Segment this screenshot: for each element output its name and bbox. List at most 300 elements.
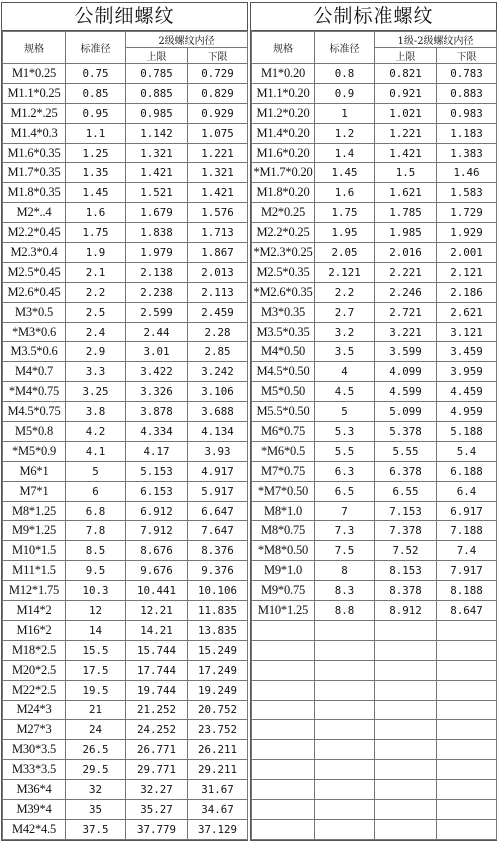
upper-limit-cell: 17.744 <box>126 660 188 680</box>
upper-limit-cell: 35.27 <box>126 799 188 819</box>
nominal-cell: 0.8 <box>315 64 375 84</box>
upper-limit-cell: 0.785 <box>126 64 188 84</box>
spec-cell: M14*2 <box>3 601 66 621</box>
table-row <box>252 282 497 302</box>
spec-cell: M6*1 <box>3 461 66 481</box>
lower-limit-cell: 6.4 <box>437 481 497 501</box>
table-row <box>3 601 248 621</box>
upper-limit-cell: 0.985 <box>126 103 188 123</box>
nominal-cell: 26.5 <box>66 740 126 760</box>
table-row <box>252 521 497 541</box>
table-row <box>252 640 497 660</box>
upper-limit-cell <box>375 780 437 800</box>
upper-limit-cell: 1.421 <box>375 143 437 163</box>
nominal-cell: 6.3 <box>315 461 375 481</box>
spec-cell: *M2.3*0.25 <box>252 243 315 263</box>
upper-limit-cell: 2.138 <box>126 262 188 282</box>
lower-limit-cell <box>437 640 497 660</box>
spec-cell: M27*3 <box>3 720 66 740</box>
spec-cell: M1.6*0.20 <box>252 143 315 163</box>
upper-limit-cell: 5.378 <box>375 422 437 442</box>
nominal-cell: 5 <box>315 402 375 422</box>
nominal-cell: 8.3 <box>315 581 375 601</box>
nominal-cell: 5.3 <box>315 422 375 442</box>
nominal-cell: 2.9 <box>66 342 126 362</box>
lower-limit-cell <box>437 620 497 640</box>
spec-cell: *M2.6*0.35 <box>252 282 315 302</box>
nominal-cell: 1.75 <box>66 223 126 243</box>
lower-limit-cell: 2.459 <box>188 302 248 322</box>
table-row <box>3 203 248 223</box>
table-row <box>3 780 248 800</box>
spec-cell: *M4*0.75 <box>3 382 66 402</box>
upper-limit-cell <box>375 819 437 839</box>
lower-limit-cell: 2.001 <box>437 243 497 263</box>
nominal-cell: 4 <box>315 362 375 382</box>
nominal-cell: 1.1 <box>66 123 126 143</box>
lower-limit-cell <box>437 720 497 740</box>
lower-limit-cell: 6.647 <box>188 501 248 521</box>
spec-cell <box>252 799 315 819</box>
lower-limit-cell: 0.983 <box>437 103 497 123</box>
upper-limit-cell: 29.771 <box>126 760 188 780</box>
spec-cell: M4*0.50 <box>252 342 315 362</box>
table-row <box>252 322 497 342</box>
nominal-cell: 3.3 <box>66 362 126 382</box>
lower-limit-cell: 31.67 <box>188 780 248 800</box>
nominal-cell <box>315 680 375 700</box>
spec-cell: M9*1.25 <box>3 521 66 541</box>
nominal-cell <box>315 620 375 640</box>
nominal-cell: 2.2 <box>315 282 375 302</box>
lower-limit-cell: 4.917 <box>188 461 248 481</box>
spec-cell: M1.1*0.25 <box>3 83 66 103</box>
upper-limit-cell: 1.421 <box>126 163 188 183</box>
upper-limit-header: 上限 <box>126 48 188 64</box>
nominal-cell: 1.9 <box>66 243 126 263</box>
table-row <box>3 422 248 442</box>
upper-limit-cell: 2.44 <box>126 322 188 342</box>
table-row <box>3 64 248 84</box>
table-row <box>3 223 248 243</box>
upper-limit-cell: 1.142 <box>126 123 188 143</box>
spec-cell: M39*4 <box>3 799 66 819</box>
spec-cell: M2.2*0.45 <box>3 223 66 243</box>
spec-cell: M1.4*0.3 <box>3 123 66 143</box>
upper-limit-cell: 4.334 <box>126 422 188 442</box>
nominal-cell: 37.5 <box>66 819 126 839</box>
spec-cell: M7*0.75 <box>252 461 315 481</box>
nominal-cell <box>315 760 375 780</box>
upper-limit-cell: 1.838 <box>126 223 188 243</box>
table-row <box>3 481 248 501</box>
nominal-cell: 7.5 <box>315 541 375 561</box>
spec-cell: M1.8*0.35 <box>3 183 66 203</box>
table-row <box>3 243 248 263</box>
upper-limit-cell: 37.779 <box>126 819 188 839</box>
upper-limit-cell: 3.221 <box>375 322 437 342</box>
spec-cell: M1.8*0.20 <box>252 183 315 203</box>
table-row <box>3 541 248 561</box>
spec-cell: M8*0.75 <box>252 521 315 541</box>
spec-cell: M36*4 <box>3 780 66 800</box>
fine-thread-panel <box>1 2 248 841</box>
lower-limit-cell: 1.576 <box>188 203 248 223</box>
upper-limit-cell <box>375 720 437 740</box>
nominal-cell: 17.5 <box>66 660 126 680</box>
table-row <box>252 819 497 839</box>
lower-limit-cell: 34.67 <box>188 799 248 819</box>
table-row <box>3 143 248 163</box>
lower-limit-cell: 0.883 <box>437 83 497 103</box>
upper-limit-cell: 0.921 <box>375 83 437 103</box>
nominal-cell: 15.5 <box>66 640 126 660</box>
lower-limit-cell: 1.929 <box>437 223 497 243</box>
upper-limit-cell: 8.378 <box>375 581 437 601</box>
upper-limit-cell <box>375 640 437 660</box>
table-row <box>3 819 248 839</box>
upper-limit-cell: 9.676 <box>126 561 188 581</box>
nominal-cell: 0.9 <box>315 83 375 103</box>
nominal-cell: 0.75 <box>66 64 126 84</box>
spec-cell <box>252 700 315 720</box>
upper-limit-cell: 24.252 <box>126 720 188 740</box>
table-row <box>252 799 497 819</box>
lower-limit-cell: 4.959 <box>437 402 497 422</box>
nominal-cell: 0.85 <box>66 83 126 103</box>
table-row <box>252 581 497 601</box>
nominal-cell: 5 <box>66 461 126 481</box>
upper-limit-cell: 1.985 <box>375 223 437 243</box>
spec-cell: M1.2*.25 <box>3 103 66 123</box>
lower-limit-cell: 17.249 <box>188 660 248 680</box>
thread-spec-sheet <box>1 2 497 841</box>
upper-limit-cell: 6.55 <box>375 481 437 501</box>
spec-cell: M8*1.25 <box>3 501 66 521</box>
table-row <box>252 402 497 422</box>
nominal-cell: 6.5 <box>315 481 375 501</box>
spec-cell: M1.6*0.35 <box>3 143 66 163</box>
lower-limit-cell: 1.867 <box>188 243 248 263</box>
lower-limit-cell: 1.183 <box>437 123 497 143</box>
nominal-cell: 3.2 <box>315 322 375 342</box>
nominal-cell <box>315 700 375 720</box>
upper-limit-cell: 4.17 <box>126 441 188 461</box>
upper-limit-cell: 0.821 <box>375 64 437 84</box>
nominal-cell: 2.7 <box>315 302 375 322</box>
table-row <box>3 163 248 183</box>
lower-limit-cell: 0.783 <box>437 64 497 84</box>
spec-cell: M33*3.5 <box>3 760 66 780</box>
spec-cell: M5.5*0.50 <box>252 402 315 422</box>
upper-limit-cell: 14.21 <box>126 620 188 640</box>
fine-thread-title: 公制细螺纹 <box>2 3 247 31</box>
table-row <box>252 143 497 163</box>
nominal-cell: 32 <box>66 780 126 800</box>
lower-limit-cell: 13.835 <box>188 620 248 640</box>
minor-diameter-group-header: 1级-2级螺纹内径 <box>375 32 497 48</box>
nominal-cell: 7 <box>315 501 375 521</box>
table-row <box>252 541 497 561</box>
upper-limit-cell <box>375 660 437 680</box>
nominal-cell: 1.35 <box>66 163 126 183</box>
spec-cell: M8*1.0 <box>252 501 315 521</box>
fine-thread-rows <box>3 64 248 840</box>
upper-limit-cell: 7.153 <box>375 501 437 521</box>
spec-cell: M2.5*0.45 <box>3 262 66 282</box>
table-row <box>3 720 248 740</box>
lower-limit-cell: 7.188 <box>437 521 497 541</box>
upper-limit-cell: 5.153 <box>126 461 188 481</box>
table-row <box>252 382 497 402</box>
lower-limit-cell: 3.959 <box>437 362 497 382</box>
upper-limit-cell <box>375 799 437 819</box>
lower-limit-cell: 1.713 <box>188 223 248 243</box>
spec-cell: M1*0.20 <box>252 64 315 84</box>
lower-limit-cell: 2.186 <box>437 282 497 302</box>
fine-thread-table <box>2 31 248 840</box>
upper-limit-cell: 1.5 <box>375 163 437 183</box>
upper-limit-cell: 6.912 <box>126 501 188 521</box>
nominal-cell: 3.25 <box>66 382 126 402</box>
lower-limit-cell: 1.383 <box>437 143 497 163</box>
upper-limit-cell: 0.885 <box>126 83 188 103</box>
nominal-cell: 29.5 <box>66 760 126 780</box>
lower-limit-cell: 1.221 <box>188 143 248 163</box>
table-row <box>252 740 497 760</box>
nominal-cell <box>315 660 375 680</box>
nominal-cell: 6.8 <box>66 501 126 521</box>
table-row <box>252 64 497 84</box>
lower-limit-cell: 0.829 <box>188 83 248 103</box>
upper-limit-cell: 7.378 <box>375 521 437 541</box>
nominal-cell: 2.4 <box>66 322 126 342</box>
upper-limit-cell: 3.01 <box>126 342 188 362</box>
lower-limit-cell: 1.421 <box>188 183 248 203</box>
table-row <box>3 262 248 282</box>
lower-limit-cell: 0.929 <box>188 103 248 123</box>
nominal-header: 标准径 <box>66 32 126 64</box>
spec-cell: M1.7*0.35 <box>3 163 66 183</box>
nominal-cell: 1.95 <box>315 223 375 243</box>
lower-limit-cell: 9.376 <box>188 561 248 581</box>
spec-cell: M5*0.8 <box>3 422 66 442</box>
lower-limit-cell <box>437 680 497 700</box>
spec-cell: M5*0.50 <box>252 382 315 402</box>
spec-cell <box>252 680 315 700</box>
nominal-cell: 6 <box>66 481 126 501</box>
lower-limit-cell: 3.106 <box>188 382 248 402</box>
upper-limit-cell: 2.599 <box>126 302 188 322</box>
nominal-cell: 1 <box>315 103 375 123</box>
spec-cell <box>252 819 315 839</box>
lower-limit-cell <box>437 780 497 800</box>
upper-limit-cell <box>375 700 437 720</box>
spec-cell <box>252 740 315 760</box>
table-row <box>3 362 248 382</box>
lower-limit-cell: 3.688 <box>188 402 248 422</box>
nominal-cell <box>315 819 375 839</box>
nominal-cell: 1.6 <box>66 203 126 223</box>
lower-limit-cell <box>437 799 497 819</box>
lower-limit-cell: 20.752 <box>188 700 248 720</box>
table-row <box>252 183 497 203</box>
table-row <box>252 302 497 322</box>
spec-cell: M22*2.5 <box>3 680 66 700</box>
nominal-cell: 1.45 <box>315 163 375 183</box>
spec-cell: M18*2.5 <box>3 640 66 660</box>
lower-limit-cell: 1.583 <box>437 183 497 203</box>
nominal-cell: 1.2 <box>315 123 375 143</box>
nominal-cell: 1.6 <box>315 183 375 203</box>
table-row <box>3 282 248 302</box>
spec-cell: M3.5*0.35 <box>252 322 315 342</box>
nominal-header: 标准径 <box>315 32 375 64</box>
spec-cell: M20*2.5 <box>3 660 66 680</box>
spec-cell <box>252 660 315 680</box>
lower-limit-cell: 15.249 <box>188 640 248 660</box>
upper-limit-cell: 10.441 <box>126 581 188 601</box>
lower-limit-cell: 2.113 <box>188 282 248 302</box>
upper-limit-cell: 2.221 <box>375 262 437 282</box>
spec-cell: M4.5*0.50 <box>252 362 315 382</box>
table-row <box>252 680 497 700</box>
lower-limit-cell: 8.188 <box>437 581 497 601</box>
table-row <box>252 760 497 780</box>
upper-limit-cell: 3.326 <box>126 382 188 402</box>
table-row <box>3 103 248 123</box>
lower-limit-cell: 6.917 <box>437 501 497 521</box>
nominal-cell: 1.4 <box>315 143 375 163</box>
nominal-cell: 1.25 <box>66 143 126 163</box>
spec-cell: M1.2*0.20 <box>252 103 315 123</box>
nominal-cell: 2.121 <box>315 262 375 282</box>
spec-cell: M9*0.75 <box>252 581 315 601</box>
nominal-cell: 7.8 <box>66 521 126 541</box>
lower-limit-header: 下限 <box>188 48 248 64</box>
lower-limit-cell: 2.621 <box>437 302 497 322</box>
lower-limit-cell: 3.121 <box>437 322 497 342</box>
lower-limit-cell: 5.4 <box>437 441 497 461</box>
lower-limit-cell: 3.93 <box>188 441 248 461</box>
spec-cell <box>252 760 315 780</box>
upper-limit-cell: 26.771 <box>126 740 188 760</box>
table-row <box>252 561 497 581</box>
lower-limit-cell: 1.729 <box>437 203 497 223</box>
table-row <box>3 660 248 680</box>
nominal-cell: 1.45 <box>66 183 126 203</box>
spec-header: 规格 <box>252 32 315 64</box>
spec-cell: M7*1 <box>3 481 66 501</box>
nominal-cell: 0.95 <box>66 103 126 123</box>
upper-limit-cell: 5.099 <box>375 402 437 422</box>
lower-limit-cell <box>437 700 497 720</box>
lower-limit-cell: 3.242 <box>188 362 248 382</box>
spec-cell: M3.5*0.6 <box>3 342 66 362</box>
table-row <box>3 461 248 481</box>
upper-limit-cell: 7.52 <box>375 541 437 561</box>
table-row <box>3 183 248 203</box>
table-row <box>252 700 497 720</box>
lower-limit-cell: 23.752 <box>188 720 248 740</box>
lower-limit-cell: 5.917 <box>188 481 248 501</box>
nominal-cell <box>315 780 375 800</box>
spec-cell: M1*0.25 <box>3 64 66 84</box>
nominal-cell <box>315 720 375 740</box>
upper-limit-cell: 1.621 <box>375 183 437 203</box>
lower-limit-cell <box>437 660 497 680</box>
table-row <box>3 521 248 541</box>
nominal-cell: 8 <box>315 561 375 581</box>
lower-limit-cell: 8.647 <box>437 601 497 621</box>
spec-cell: M1.1*0.20 <box>252 83 315 103</box>
lower-limit-cell: 0.729 <box>188 64 248 84</box>
table-row <box>3 799 248 819</box>
table-row <box>252 422 497 442</box>
nominal-cell: 3.8 <box>66 402 126 422</box>
table-row <box>252 362 497 382</box>
upper-limit-cell: 2.246 <box>375 282 437 302</box>
spec-cell: M24*3 <box>3 700 66 720</box>
standard-thread-table <box>251 31 497 840</box>
lower-limit-cell <box>437 819 497 839</box>
upper-limit-cell: 1.521 <box>126 183 188 203</box>
table-row <box>3 123 248 143</box>
upper-limit-cell: 1.679 <box>126 203 188 223</box>
upper-limit-cell: 2.721 <box>375 302 437 322</box>
table-row <box>252 660 497 680</box>
nominal-cell: 8.8 <box>315 601 375 621</box>
upper-limit-cell: 12.21 <box>126 601 188 621</box>
table-row <box>252 163 497 183</box>
nominal-cell: 12 <box>66 601 126 621</box>
nominal-cell: 9.5 <box>66 561 126 581</box>
upper-limit-cell: 4.099 <box>375 362 437 382</box>
upper-limit-cell: 1.021 <box>375 103 437 123</box>
upper-limit-cell: 8.676 <box>126 541 188 561</box>
lower-limit-cell: 1.075 <box>188 123 248 143</box>
upper-limit-cell: 5.55 <box>375 441 437 461</box>
upper-limit-cell <box>375 740 437 760</box>
spec-cell: M10*1.5 <box>3 541 66 561</box>
spec-cell: M2.2*0.25 <box>252 223 315 243</box>
table-row <box>3 700 248 720</box>
upper-limit-cell: 3.422 <box>126 362 188 382</box>
spec-cell: M2*..4 <box>3 203 66 223</box>
table-row <box>3 501 248 521</box>
spec-cell: *M7*0.50 <box>252 481 315 501</box>
lower-limit-header: 下限 <box>437 48 497 64</box>
table-row <box>3 402 248 422</box>
spec-cell: M3*0.35 <box>252 302 315 322</box>
spec-cell: M3*0.5 <box>3 302 66 322</box>
nominal-cell: 5.5 <box>315 441 375 461</box>
lower-limit-cell <box>437 740 497 760</box>
upper-limit-cell: 1.221 <box>375 123 437 143</box>
lower-limit-cell: 11.835 <box>188 601 248 621</box>
nominal-cell: 2.5 <box>66 302 126 322</box>
lower-limit-cell: 8.376 <box>188 541 248 561</box>
spec-cell: M1.4*0.20 <box>252 123 315 143</box>
lower-limit-cell: 4.134 <box>188 422 248 442</box>
table-row <box>252 342 497 362</box>
upper-limit-cell: 6.378 <box>375 461 437 481</box>
nominal-cell: 4.1 <box>66 441 126 461</box>
spec-cell: M16*2 <box>3 620 66 640</box>
nominal-cell: 1.75 <box>315 203 375 223</box>
table-row <box>3 342 248 362</box>
lower-limit-cell: 4.459 <box>437 382 497 402</box>
